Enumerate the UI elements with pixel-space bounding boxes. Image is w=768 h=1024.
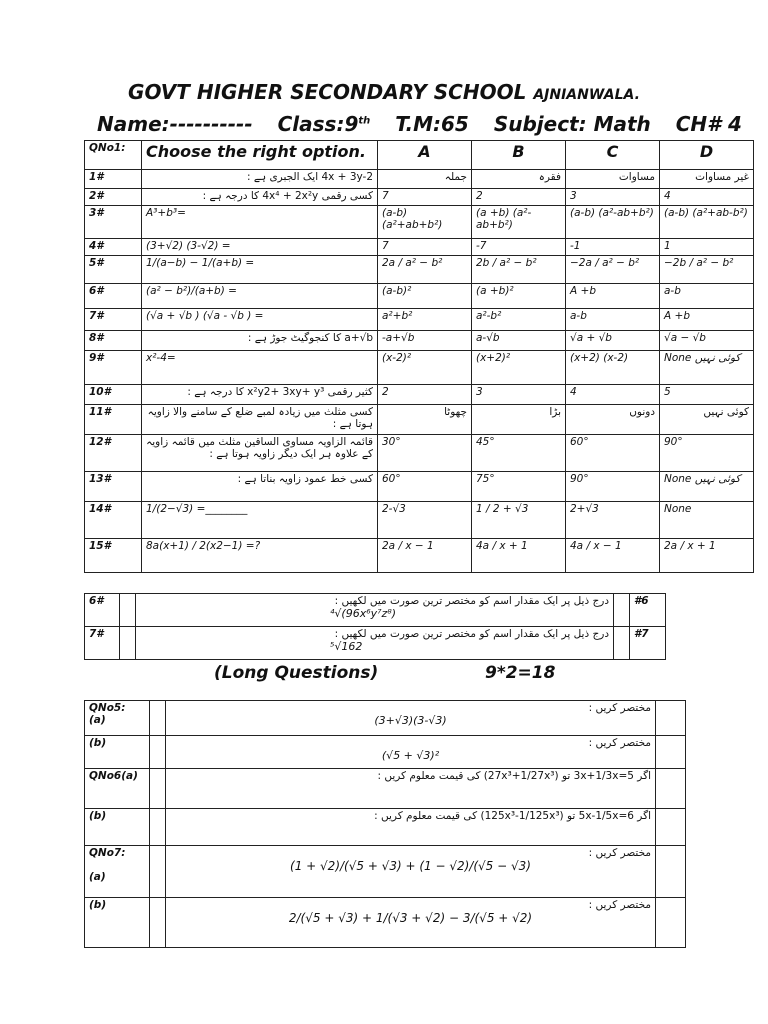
option-b: 4a / x + 1 — [472, 539, 566, 573]
option-b: (a +b) (a²-ab+b²) — [472, 206, 566, 239]
option-d: 5 — [660, 385, 754, 405]
mcq-number: 13# — [85, 472, 142, 502]
mcq-instruction: Choose the right option. — [142, 141, 378, 170]
long-question-row — [85, 809, 686, 846]
col-c: C — [566, 141, 660, 170]
option-a: (x-2)² — [378, 351, 472, 385]
mcq-question: 1/(a−b) − 1/(a+b) = — [142, 256, 378, 284]
option-c: −2a / a² − b² — [566, 256, 660, 284]
long-question-instruction: مختصر کریں : — [588, 737, 651, 749]
option-c: a-b — [566, 309, 660, 331]
option-b: (a +b)² — [472, 284, 566, 309]
col-d: D — [660, 141, 754, 170]
long-question-row — [85, 769, 686, 809]
short-questions-table — [84, 593, 666, 660]
mcq-question: A³+b³= — [142, 206, 378, 239]
long-spacer — [150, 701, 166, 736]
option-b: بڑا — [472, 405, 566, 435]
mcq-number: 11# — [85, 405, 142, 435]
option-a: چھوٹا — [378, 405, 472, 435]
long-question-row — [85, 736, 686, 769]
option-a: a²+b² — [378, 309, 472, 331]
long-question-expr: (1 + √2)/(√5 + √3) + (1 − √2)/(√5 − √3) — [290, 859, 531, 873]
mcq-row — [85, 351, 754, 385]
option-a: (a-b) (a²+ab+b²) — [378, 206, 472, 239]
mcq-number: 4# — [85, 239, 142, 256]
option-a: -a+√b — [378, 331, 472, 351]
long-question-row — [85, 701, 686, 736]
short-question-text: درج ذیل پر ایک مقدار اسم کو مختصر ترین صورت میں لکھیں : — [334, 628, 609, 640]
mcq-question: x²-4= — [142, 351, 378, 385]
option-b: 45° — [472, 435, 566, 472]
mcq-q-label: QNo1: — [85, 141, 142, 170]
option-d: None کوئی نہیں — [660, 351, 754, 385]
mcq-header-row — [85, 141, 754, 170]
mcq-number: 7# — [85, 309, 142, 331]
col-b: B — [472, 141, 566, 170]
mcq-question: قائمہ الزاویہ مساوی الساقین مثلث میں قائمہ زاویہ کے علاوہ ہر ایک دیگر زاویہ ہوتا ہے : — [142, 435, 378, 472]
mcq-table — [84, 140, 754, 573]
long-spacer — [656, 701, 686, 736]
option-b: فقرہ — [472, 170, 566, 189]
option-a: 2-√3 — [378, 502, 472, 539]
option-d: 1 — [660, 239, 754, 256]
option-c: A +b — [566, 284, 660, 309]
col-a: A — [378, 141, 472, 170]
option-b: 2b / a² − b² — [472, 256, 566, 284]
mcq-number: 1# — [85, 170, 142, 189]
option-d: √a − √b — [660, 331, 754, 351]
mcq-number: 6# — [85, 284, 142, 309]
option-d: None — [660, 502, 754, 539]
option-d: a-b — [660, 284, 754, 309]
long-question-cell — [166, 809, 656, 846]
option-c: مساوات — [566, 170, 660, 189]
mcq-question: کسی خط عمود زاویہ بناتا ہے : — [142, 472, 378, 502]
option-d: A +b — [660, 309, 754, 331]
mcq-row — [85, 239, 754, 256]
option-d: غیر مساوات — [660, 170, 754, 189]
mcq-question: (a² − b²)/(a+b) = — [142, 284, 378, 309]
mcq-question: کسی مثلث میں زیادہ لمبے ضلع کے سامنے والا زاویہ ہوتا ہے : — [142, 405, 378, 435]
long-question-expr: (3+√3)(3-√3) — [374, 714, 447, 727]
mcq-number: 2# — [85, 189, 142, 206]
short-tag: #7 — [630, 627, 666, 660]
short-question-row — [85, 594, 666, 627]
mcq-number: 8# — [85, 331, 142, 351]
option-b: -7 — [472, 239, 566, 256]
option-c: (a-b) (a²-ab+b²) — [566, 206, 660, 239]
option-a: 7 — [378, 239, 472, 256]
mcq-row — [85, 385, 754, 405]
long-question-row — [85, 898, 686, 948]
long-question-label: (b) — [85, 736, 150, 769]
option-b: 2 — [472, 189, 566, 206]
school-name: GOVT HIGHER SECONDARY SCHOOL — [128, 80, 527, 104]
option-c: 3 — [566, 189, 660, 206]
mcq-row — [85, 170, 754, 189]
option-c: دونوں — [566, 405, 660, 435]
long-question-instruction: مختصر کریں : — [588, 847, 651, 859]
chapter-label: CH# 4 — [675, 112, 742, 136]
mcq-question: 1/(2−√3) =________ — [142, 502, 378, 539]
long-question-expr: (√5 + √3)² — [381, 749, 440, 762]
long-questions-table — [84, 700, 686, 948]
long-question-label: QNo6(a) — [85, 769, 150, 809]
mcq-row — [85, 206, 754, 239]
long-spacer — [656, 898, 686, 948]
mcq-number: 3# — [85, 206, 142, 239]
option-b: 1 / 2 + √3 — [472, 502, 566, 539]
mcq-question: کسی رقمی 4x⁴ + 2x²y کا درجہ ہے : — [142, 189, 378, 206]
short-question-row — [85, 627, 666, 660]
mcq-question: (√a + √b ) (√a - √b ) = — [142, 309, 378, 331]
option-b: 75° — [472, 472, 566, 502]
long-questions-marks: 9*2=18 — [485, 663, 556, 683]
option-a: 2a / a² − b² — [378, 256, 472, 284]
long-question-cell — [166, 846, 656, 898]
option-c: 90° — [566, 472, 660, 502]
mcq-number: 15# — [85, 539, 142, 573]
long-spacer — [150, 846, 166, 898]
option-a: 7 — [378, 189, 472, 206]
long-spacer — [150, 736, 166, 769]
option-a: 2 — [378, 385, 472, 405]
option-a: 30° — [378, 435, 472, 472]
long-question-label: QNo5: (a) — [85, 701, 150, 736]
long-question-label: QNo7: (a) — [85, 846, 150, 898]
long-question-instruction: اگر 5x-1/5x=6 تو (125x³-1/125x³) کی قیمت معلوم کریں : — [374, 810, 651, 822]
mcq-number: 5# — [85, 256, 142, 284]
long-question-cell — [166, 898, 656, 948]
short-number: 6# — [85, 594, 120, 627]
school-title — [0, 80, 768, 104]
short-question-text: درج ذیل پر ایک مقدار اسم کو مختصر ترین صورت میں لکھیں : — [334, 595, 609, 607]
mcq-row — [85, 502, 754, 539]
option-c: 4a / x − 1 — [566, 539, 660, 573]
option-d: 4 — [660, 189, 754, 206]
long-question-instruction: مختصر کریں : — [588, 899, 651, 911]
option-c: √a + √b — [566, 331, 660, 351]
short-number: 7# — [85, 627, 120, 660]
long-question-label: (b) — [85, 809, 150, 846]
tm-label: T.M:65 — [395, 112, 469, 136]
exam-info-line — [97, 112, 760, 136]
mcq-number: 12# — [85, 435, 142, 472]
mcq-question: 8a(x+1) / 2(x2−1) =? — [142, 539, 378, 573]
long-questions-title: (Long Questions) — [214, 663, 379, 683]
long-question-instruction: اگر 3x+1/3x=5 تو (27x³+1/27x³) کی قیمت معلوم کریں : — [377, 770, 651, 782]
long-question-expr: 2/(√5 + √3) + 1/(√3 + √2) − 3/(√5 + √2) — [288, 911, 533, 925]
long-question-instruction: مختصر کریں : — [588, 702, 651, 714]
short-spacer — [120, 594, 136, 627]
subject-label: Subject: Math — [493, 112, 651, 136]
long-spacer — [150, 809, 166, 846]
option-d: None کوئی نہیں — [660, 472, 754, 502]
mcq-question: کثیر رقمی x²y2+ 3xy+ y³ کا درجہ ہے : — [142, 385, 378, 405]
short-tag: #6 — [630, 594, 666, 627]
short-question-expr: ⁴√(96x⁶y⁷z⁸) — [330, 607, 397, 620]
option-c: 2+√3 — [566, 502, 660, 539]
option-a: 60° — [378, 472, 472, 502]
option-d: کوئی نہیں — [660, 405, 754, 435]
mcq-row — [85, 435, 754, 472]
option-b: (x+2)² — [472, 351, 566, 385]
mcq-question: a+√b کا کنجوگیٹ جوڑ ہے : — [142, 331, 378, 351]
option-c: -1 — [566, 239, 660, 256]
mcq-question: 4x + 3y-2 ایک الجبری ہے : — [142, 170, 378, 189]
mcq-row — [85, 284, 754, 309]
long-question-label: (b) — [85, 898, 150, 948]
short-question-cell — [136, 594, 614, 627]
mcq-number: 14# — [85, 502, 142, 539]
long-spacer — [150, 769, 166, 809]
class-label: Class:9th — [277, 112, 371, 136]
long-question-cell — [166, 769, 656, 809]
option-c: (x+2) (x-2) — [566, 351, 660, 385]
long-spacer — [656, 736, 686, 769]
option-b: a²-b² — [472, 309, 566, 331]
school-place: AJNIANWALA. — [533, 87, 640, 103]
mcq-row — [85, 331, 754, 351]
mcq-number: 10# — [85, 385, 142, 405]
short-question-expr: ⁵√162 — [330, 640, 363, 653]
option-d: 90° — [660, 435, 754, 472]
mcq-row — [85, 309, 754, 331]
short-spacer — [614, 594, 630, 627]
mcq-question: (3+√2) (3-√2) = — [142, 239, 378, 256]
short-spacer — [120, 627, 136, 660]
mcq-row — [85, 472, 754, 502]
option-d: −2b / a² − b² — [660, 256, 754, 284]
option-b: a-√b — [472, 331, 566, 351]
mcq-row — [85, 405, 754, 435]
short-spacer — [614, 627, 630, 660]
long-spacer — [656, 769, 686, 809]
mcq-number: 9# — [85, 351, 142, 385]
long-spacer — [150, 898, 166, 948]
long-question-cell — [166, 701, 656, 736]
mcq-row — [85, 256, 754, 284]
option-a: (a-b)² — [378, 284, 472, 309]
option-d: (a-b) (a²+ab-b²) — [660, 206, 754, 239]
long-spacer — [656, 846, 686, 898]
option-c: 60° — [566, 435, 660, 472]
mcq-row — [85, 189, 754, 206]
mcq-row — [85, 539, 754, 573]
option-d: 2a / x + 1 — [660, 539, 754, 573]
option-c: 4 — [566, 385, 660, 405]
option-a: 2a / x − 1 — [378, 539, 472, 573]
short-question-cell — [136, 627, 614, 660]
long-question-cell — [166, 736, 656, 769]
name-label: Name:---------- — [97, 112, 253, 136]
option-b: 3 — [472, 385, 566, 405]
long-spacer — [656, 809, 686, 846]
long-question-row — [85, 846, 686, 898]
option-a: جملہ — [378, 170, 472, 189]
